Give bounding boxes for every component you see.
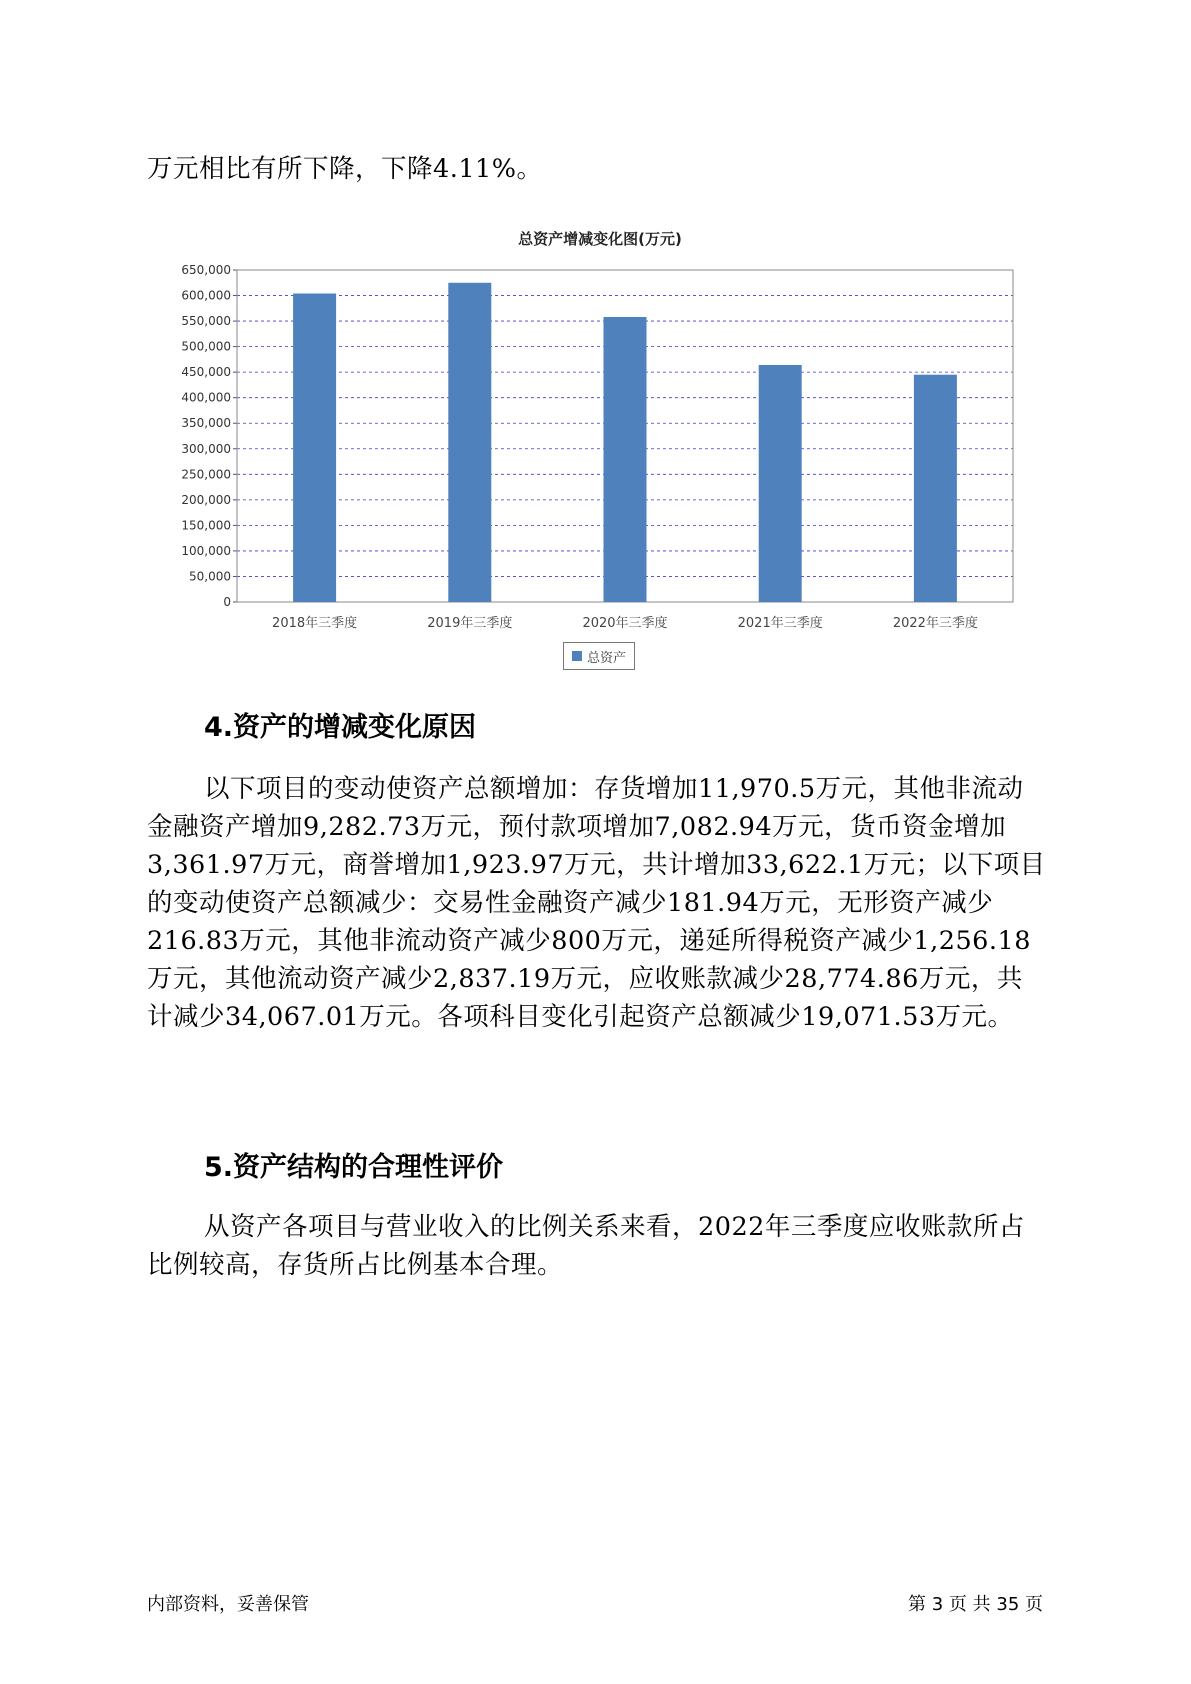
x-tick-label: 2021年三季度 [737,616,823,631]
y-tick-label: 250,000 [181,467,231,482]
y-tick-label: 450,000 [181,365,231,380]
y-tick-label: 350,000 [181,416,231,431]
y-tick-label: 0 [223,595,231,609]
bar-2 [448,283,491,602]
total-assets-bar-chart [0,0,1191,660]
x-tick-label: 2020年三季度 [582,616,668,631]
section-5-heading: 5.资产结构的合理性评价 [204,1152,504,1183]
y-tick-label: 400,000 [181,390,231,405]
y-tick-label: 50,000 [189,569,231,584]
y-tick-label: 100,000 [181,543,231,558]
x-tick-label: 2022年三季度 [892,616,978,631]
y-tick-label: 600,000 [181,288,231,303]
section-5-body: 从资产各项目与营业收入的比例关系来看，2022年三季度应收账款所占比例较高，存货所占比例基本合理。 [147,1212,1025,1280]
y-tick-label: 550,000 [181,314,231,329]
bar-5 [914,375,957,602]
chart-title: 总资产增减变化图(万元) [518,230,682,248]
y-tick-label: 300,000 [181,441,231,456]
bar-4 [759,365,802,602]
bar-3 [604,317,647,602]
footer-page-number: 第 3 页 共 35 页 [908,1594,1043,1615]
section-4-heading: 4.资产的增减变化原因 [204,712,477,743]
intro-text: 万元相比有所下降，下降4.11%。 [147,154,543,184]
y-tick-label: 500,000 [181,339,231,354]
section-4-body: 以下项目的变动使资产总额增加：存货增加11,970.5万元，其他非流动金融资产增加9,282.73万元，预付款项增加7,082.94万元，货币资金增加3,361.97万元，商誉增加1,923.97万元，共计增加33,622.1万元；以下项目的变动使资产总额减少：交易性金融资产减少181.94万元，无形资产减少216.83万元，其他非流动资产减少800万元，递延所得税资产减少1,256.18万元，其他流动资产减少2,837.19万元，应收账款减少28,774.86万元，共计减少34,067.01万元。各项科目变化引起资产总额减少19,071.53万元。 [147,774,1046,1032]
x-tick-label: 2019年三季度 [427,616,513,631]
legend-swatch [572,651,582,661]
y-tick-label: 200,000 [181,492,231,507]
y-tick-label: 650,000 [181,263,231,277]
bar-1 [293,293,336,602]
y-tick-label: 150,000 [181,518,231,533]
legend-label: 总资产 [587,650,627,666]
footer-confidential: 内部资料，妥善保管 [147,1594,309,1615]
x-tick-label: 2018年三季度 [272,616,358,631]
chart-legend [563,642,635,670]
